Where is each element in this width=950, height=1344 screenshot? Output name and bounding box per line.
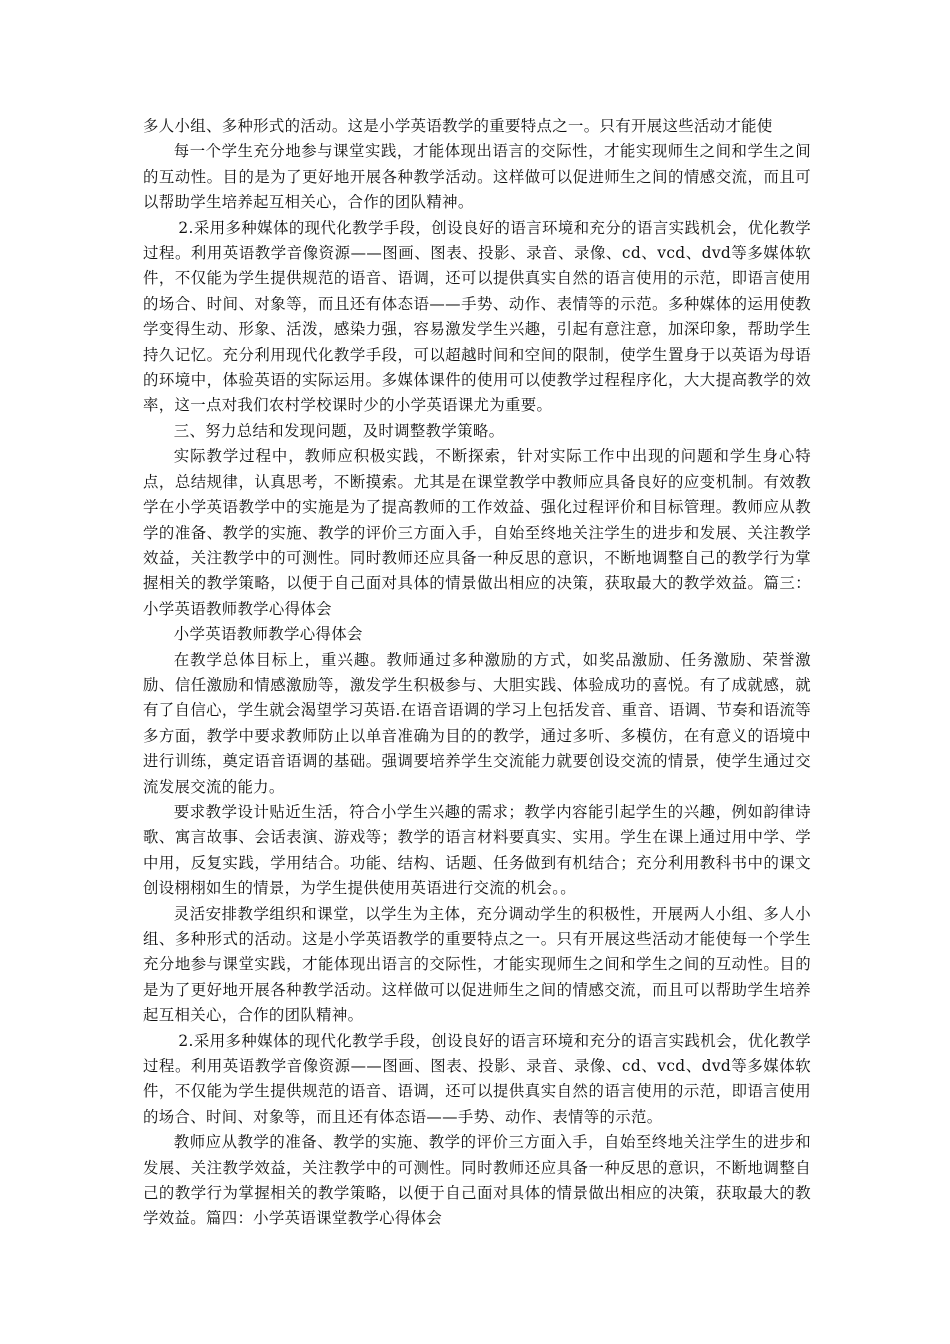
paragraph-2: 每一个学生充分地参与课堂实践，才能体现出语言的交际性，才能实现师生之间和学生之间的互动性。目的是为了更好地开展各种教学活动。这样做可以促进师生之间的情感交流，而且可以帮助学生培养起互相关心，合作的团队精神。: [143, 142, 811, 212]
section-heading-3: 三、努力总结和发现问题，及时调整教学策略。: [173, 421, 505, 440]
paragraph-10: 2.采用多种媒体的现代化教学手段，创设良好的语言环境和充分的语言实践机会，优化教学过程。利用英语教学音像资源——图画、图表、投影、录音、录像、cd、vcd、dvd等多媒体软件，不仅能为学生提供规范的语音、语调，还可以提供真实自然的语言使用的示范，即语言使用的场合、时间、对象等，而且还有体态语——手势、动作、表情等的示范。: [143, 1031, 811, 1126]
paragraph-7: 在教学总体目标上，重兴趣。教师通过多种激励的方式，如奖品激励、任务激励、荣誉激励、信任激励和情感激励等，激发学生积极参与、大胆实践、体验成功的喜悦。有了成就感，就有了自信心，学生就会渴望学习英语.在语音语调的学习上包括发音、重音、语调、节奏和语流等多方面，教学中要求教师防止以单音准确为目的的教学，通过多听、多模仿，在有意义的语境中进行训练，奠定语音语调的基础。强调要培养学生交流能力就要创设交流的情景，使学生通过交流发展交流的能力。: [143, 650, 811, 796]
paragraph-5: 实际教学过程中，教师应积极实践，不断探索，针对实际工作中出现的问题和学生身心特点，总结规律，认真思考，不断摸索。尤其是在课堂教学中教师应具备良好的应变机制。有效教学在小学英语教学中的实施是为了提高教师的工作效益、强化过程评价和目标管理。教师应从教学的准备、教学的实施、教学的评价三方面入手，自始至终地关注学生的进步和发展、关注教学效益，关注教学中的可测性。同时教师还应具备一种反思的意识，不断地调整自己的教学行为掌握相关的教学策略，以便于自己面对具体的情景做出相应的决策，获取最大的教学效益。篇三：小学英语教师教学心得体会: [143, 447, 811, 618]
paragraph-11: 教师应从教学的准备、教学的实施、教学的评价三方面入手，自始至终地关注学生的进步和发展、关注教学效益，关注教学中的可测性。同时教师还应具备一种反思的意识，不断地调整自己的教学行为掌握相关的教学策略，以便于自己面对具体的情景做出相应的决策，获取最大的教学效益。篇四：小学英语课堂教学心得体会: [143, 1133, 811, 1228]
article-title: 小学英语教师教学心得体会: [173, 625, 363, 644]
paragraph-8: 要求教学设计贴近生活，符合小学生兴趣的需求；教学内容能引起学生的兴趣，例如韵律诗歌、寓言故事、会话表演、游戏等；教学的语言材料要真实、实用。学生在课上通过用中学、学中用，反复实践，学用结合。功能、结构、话题、任务做到有机结合；充分利用教科书中的课文创设栩栩如生的情景，为学生提供使用英语进行交流的机会。。: [143, 802, 811, 898]
paragraph-3: 2.采用多种媒体的现代化教学手段，创设良好的语言环境和充分的语言实践机会，优化教学过程。利用英语教学音像资源——图画、图表、投影、录音、录像、cd、vcd、dvd等多媒体软件，不仅能为学生提供规范的语音、语调，还可以提供真实自然的语言使用的示范，即语言使用的场合、时间、对象等，而且还有体态语——手势、动作、表情等的示范。多种媒体的运用使教学变得生动、形象、活泼，感染力强，容易激发学生兴趣，引起有意注意，加深印象，帮助学生持久记忆。充分利用现代化教学手段，可以超越时间和空间的限制，使学生置身于以英语为母语的环境中，体验英语的实际运用。多媒体课件的使用可以使教学过程程序化，大大提高教学的效率，这一点对我们农村学校课时少的小学英语课尤为重要。: [143, 218, 811, 415]
document-body: [143, 114, 811, 1232]
paragraph-9: 灵活安排教学组织和课堂，以学生为主体，充分调动学生的积极性，开展两人小组、多人小组、多种形式的活动。这是小学英语教学的重要特点之一。只有开展这些活动才能使每一个学生充分地参与课堂实践，才能体现出语言的交际性，才能实现师生之间和学生之间的互动性。目的是为了更好地开展各种教学活动。这样做可以促进师生之间的情感交流，而且可以帮助学生培养起互相关心，合作的团队精神。: [143, 904, 811, 1025]
paragraph-1: 多人小组、多种形式的活动。这是小学英语教学的重要特点之一。只有开展这些活动才能使: [143, 117, 773, 135]
